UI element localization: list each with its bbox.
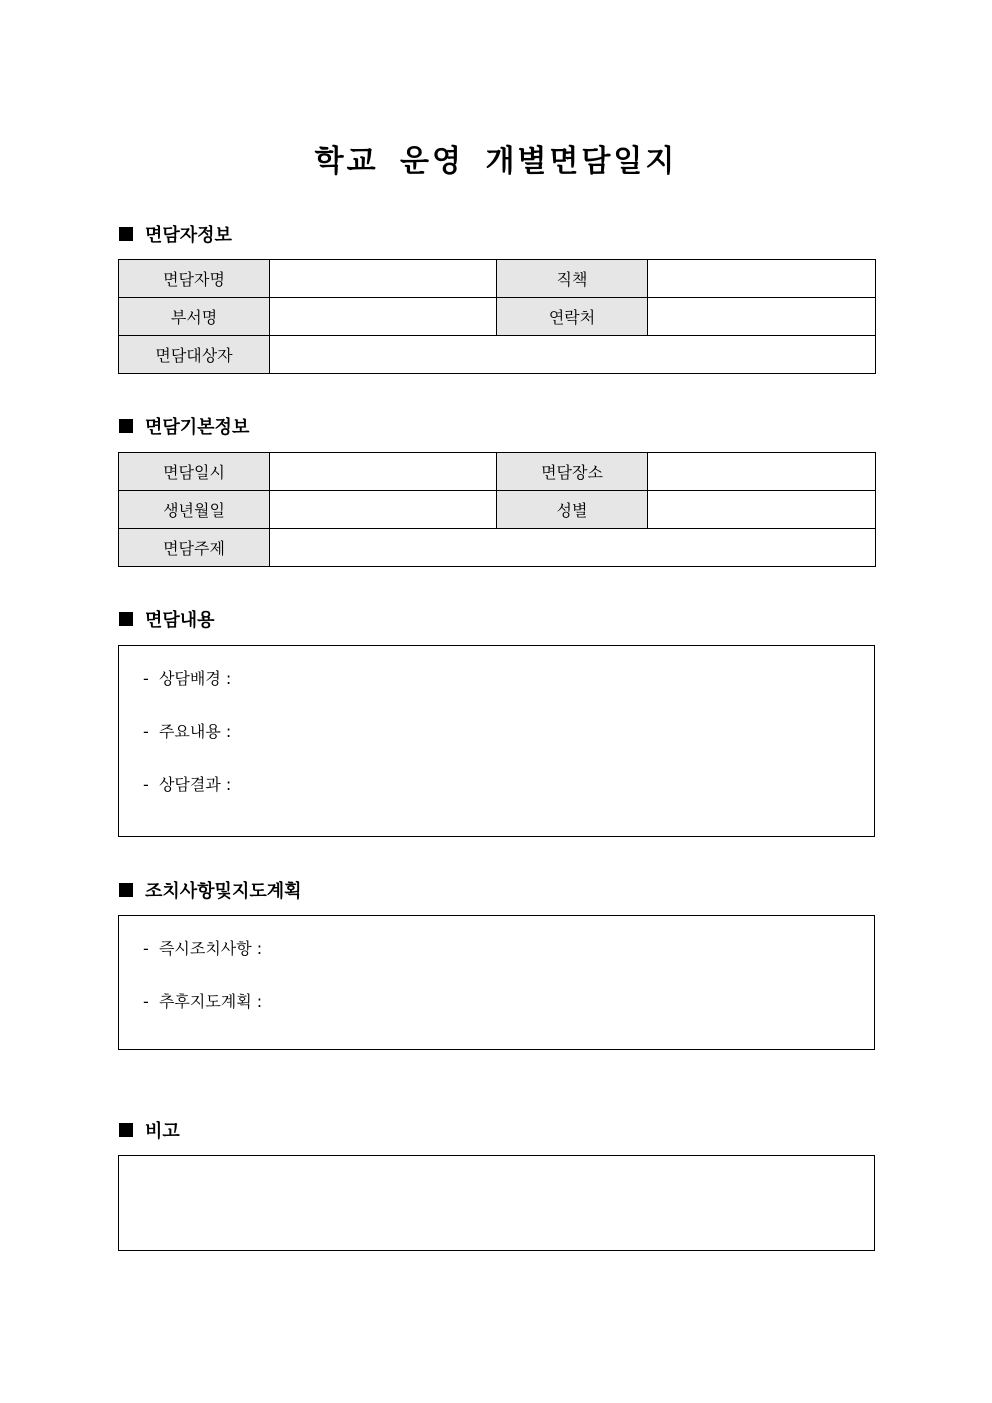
section-heading-interviewer	[119, 222, 232, 246]
table-row	[119, 453, 876, 491]
table-row	[119, 260, 876, 298]
field-birthdate[interactable]	[270, 491, 497, 529]
section-heading-actions	[119, 878, 302, 902]
field-position[interactable]	[648, 260, 876, 298]
actions-box[interactable]	[118, 915, 875, 1050]
table-row	[119, 529, 876, 567]
field-contact[interactable]	[648, 298, 876, 336]
content-box[interactable]	[118, 645, 875, 837]
content-line-result: - 상담결과 :	[143, 775, 232, 794]
remarks-box[interactable]	[118, 1155, 875, 1251]
square-bullet-icon	[119, 227, 133, 241]
content-line-background: - 상담배경 :	[143, 669, 232, 688]
label-topic: 면담주제	[119, 529, 270, 567]
section-heading-content	[119, 607, 215, 631]
section-heading-remarks	[119, 1118, 180, 1142]
label-interviewer-name: 면담자명	[119, 260, 270, 298]
section-title: 면담기본정보	[145, 417, 250, 438]
field-place[interactable]	[648, 453, 876, 491]
section-heading-basic	[119, 414, 249, 438]
field-topic[interactable]	[270, 529, 876, 567]
content-line-main: - 주요내용 :	[143, 722, 232, 741]
table-row	[119, 491, 876, 529]
label-datetime: 면담일시	[119, 453, 270, 491]
field-datetime[interactable]	[270, 453, 497, 491]
field-interviewer-name[interactable]	[270, 260, 497, 298]
actions-line-immediate: - 즉시조치사항 :	[143, 939, 263, 958]
label-contact: 연락처	[497, 298, 648, 336]
label-place: 면담장소	[497, 453, 648, 491]
square-bullet-icon	[119, 612, 133, 626]
interviewer-info-table	[118, 259, 876, 374]
label-gender: 성별	[497, 491, 648, 529]
field-target[interactable]	[270, 336, 876, 374]
label-birthdate: 생년월일	[119, 491, 270, 529]
label-target: 면담대상자	[119, 336, 270, 374]
table-row	[119, 298, 876, 336]
label-position: 직책	[497, 260, 648, 298]
field-gender[interactable]	[648, 491, 876, 529]
section-title: 비고	[145, 1121, 180, 1142]
square-bullet-icon	[119, 1123, 133, 1137]
table-row	[119, 336, 876, 374]
section-title: 면담내용	[145, 610, 215, 631]
field-department[interactable]	[270, 298, 497, 336]
actions-line-followup: - 추후지도계획 :	[143, 992, 263, 1011]
label-department: 부서명	[119, 298, 270, 336]
square-bullet-icon	[119, 419, 133, 433]
document-title: 학교 운영 개별면담일지	[314, 144, 678, 179]
section-title: 조치사항및지도계획	[145, 881, 302, 902]
square-bullet-icon	[119, 883, 133, 897]
section-title: 면담자정보	[145, 225, 232, 246]
basic-info-table	[118, 452, 876, 567]
